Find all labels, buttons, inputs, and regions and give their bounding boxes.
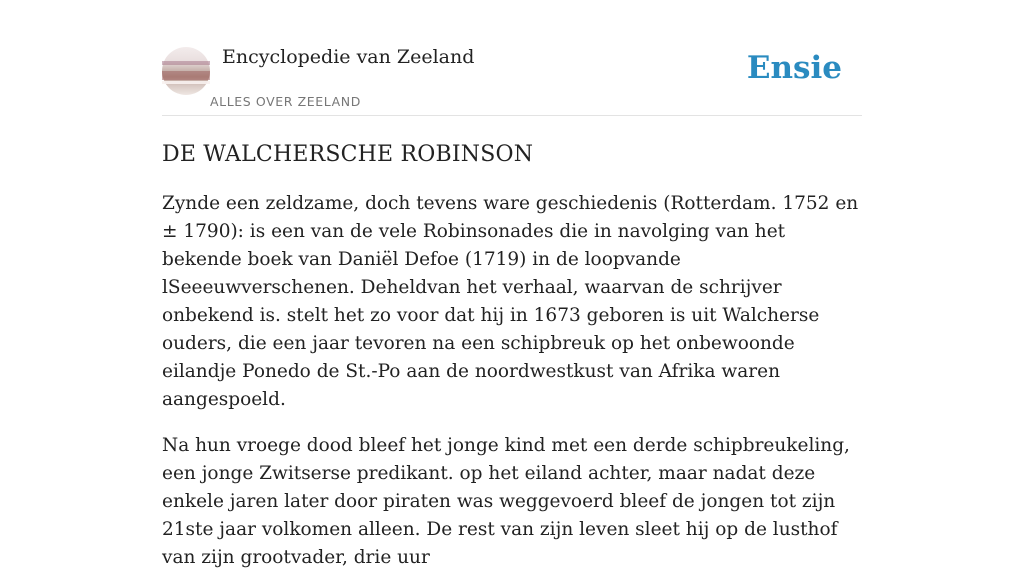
article-paragraph: Zynde een zeldzame, doch tevens ware geschiedenis (Rotterdam. 1752 en ± 1790): is een van de vele Robinsonades die in navolging van het bekende boek van Daniël Defoe (1719) in de loopvande lSeeeuwverschenen. Deheldvan het verhaal, waarvan de schrijver onbekend is. stelt het zo voor dat hij in 1673 geboren is uit Walcherse ouders, die een jaar tevoren na een schipbreuk op het onbewoonde eilandje Ponedo de St.-Po aan de noordwestkust van Afrika waren aangespoeld.	[162, 193, 859, 410]
site-header	[162, 0, 862, 116]
article-title: DE WALCHERSCHE ROBINSON	[162, 142, 534, 167]
site-avatar-icon[interactable]	[162, 47, 210, 95]
ensie-logo-link[interactable]: Ensie	[746, 50, 842, 86]
site-subtitle: ALLES OVER ZEELAND	[210, 94, 361, 109]
avatar-band	[162, 71, 210, 80]
site-title[interactable]: Encyclopedie van Zeeland	[222, 46, 475, 68]
avatar-band	[162, 61, 210, 65]
avatar-band	[162, 81, 210, 84]
article	[162, 140, 862, 572]
article-paragraph: Na hun vroege dood bleef het jonge kind met een derde schipbreukeling, een jonge Zwitserse predikant. op het eiland achter, maar nadat deze enkele jaren later door piraten was weggevoerd bleef de jongen tot zijn 21ste jaar volkomen alleen. De rest van zijn leven sleet hij op de lusthof van zijn grootvader, drie uur	[162, 435, 850, 568]
